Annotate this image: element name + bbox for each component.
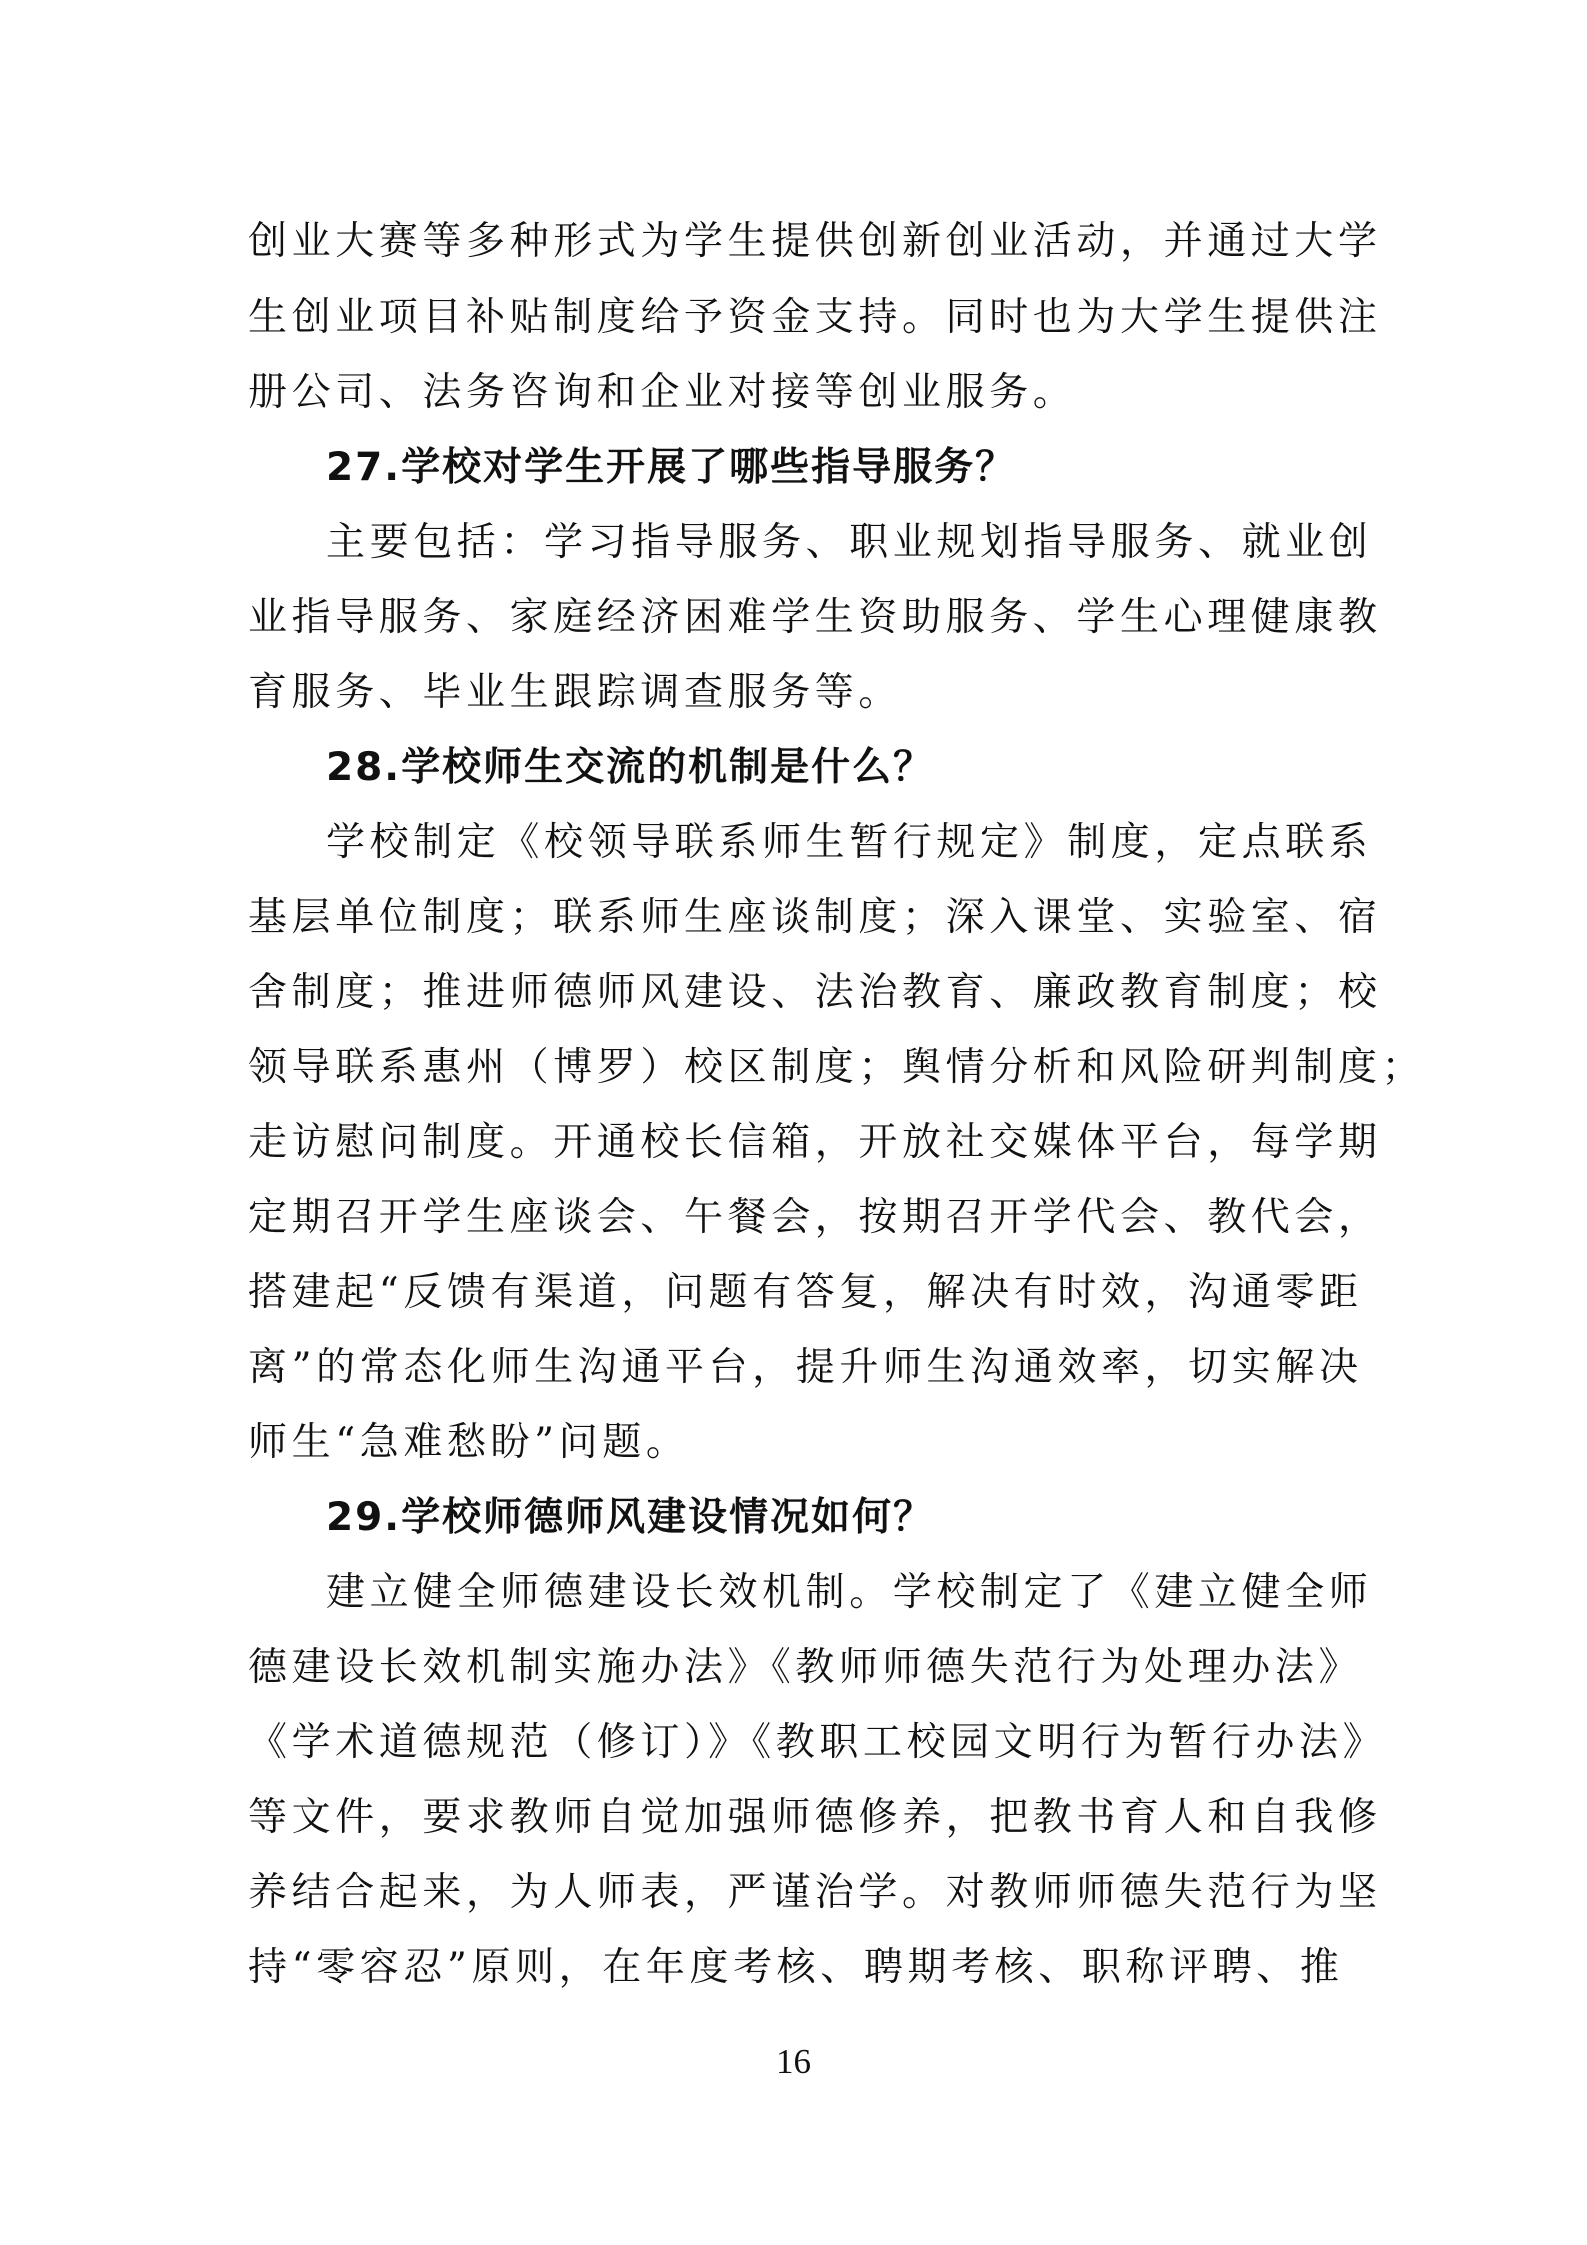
paragraph-line: 育服务、毕业生跟踪调查服务等。 [248, 670, 903, 715]
paragraph-line: 生创业项目补贴制度给予资金支持。同时也为大学生提供注 [248, 295, 1382, 340]
paragraph-line: 创业大赛等多种形式为学生提供创新创业活动，并通过大学 [248, 219, 1382, 264]
question-heading-27: 27.学校对学生开展了哪些指导服务？ [326, 445, 1017, 490]
paragraph-line: 持“零容忍”原则，在年度考核、聘期考核、职称评聘、推 [248, 1945, 1344, 1990]
paragraph-line: 主要包括：学习指导服务、职业规划指导服务、就业创 [326, 520, 1373, 565]
question-heading-28: 28.学校师生交流的机制是什么？ [326, 745, 935, 790]
question-heading-29: 29.学校师德师风建设情况如何？ [326, 1495, 935, 1540]
paragraph-line: 定期召开学生座谈会、午餐会，按期召开学代会、教代会， [248, 1195, 1382, 1240]
paragraph-line: 基层单位制度；联系师生座谈制度；深入课堂、实验室、宿 [248, 895, 1382, 940]
paragraph-line: 《学术道德规范（修订）》《教职工校园文明行为暂行办法》 [248, 1720, 1387, 1765]
paragraph-line: 舍制度；推进师德师风建设、法治教育、廉政教育制度；校 [248, 970, 1382, 1015]
paragraph-line: 搭建起“反馈有渠道，问题有答复，解决有时效，沟通零距 [248, 1270, 1363, 1315]
paragraph-line: 业指导服务、家庭经济困难学生资助服务、学生心理健康教 [248, 595, 1382, 640]
paragraph-line: 师生“急难愁盼”问题。 [248, 1420, 690, 1465]
paragraph-line: 建立健全师德建设长效机制。学校制定了《建立健全师 [326, 1570, 1373, 1615]
paragraph-line: 养结合起来，为人师表，严谨治学。对教师师德失范行为坚 [248, 1870, 1382, 1915]
paragraph-line: 册公司、法务咨询和企业对接等创业服务。 [248, 370, 1077, 415]
paragraph-line: 德建设长效机制实施办法》《教师师德失范行为处理办法》 [248, 1645, 1363, 1690]
page-number: 16 [776, 2042, 811, 2081]
paragraph-line: 领导联系惠州（博罗）校区制度；舆情分析和风险研判制度； [248, 1045, 1426, 1090]
paragraph-line: 等文件，要求教师自觉加强师德修养，把教书育人和自我修 [248, 1795, 1382, 1840]
paragraph-line: 学校制定《校领导联系师生暂行规定》制度，定点联系 [326, 820, 1373, 865]
paragraph-line: 离”的常态化师生沟通平台，提升师生沟通效率，切实解决 [248, 1345, 1363, 1390]
paragraph-line: 走访慰问制度。开通校长信箱，开放社交媒体平台，每学期 [248, 1120, 1382, 1165]
